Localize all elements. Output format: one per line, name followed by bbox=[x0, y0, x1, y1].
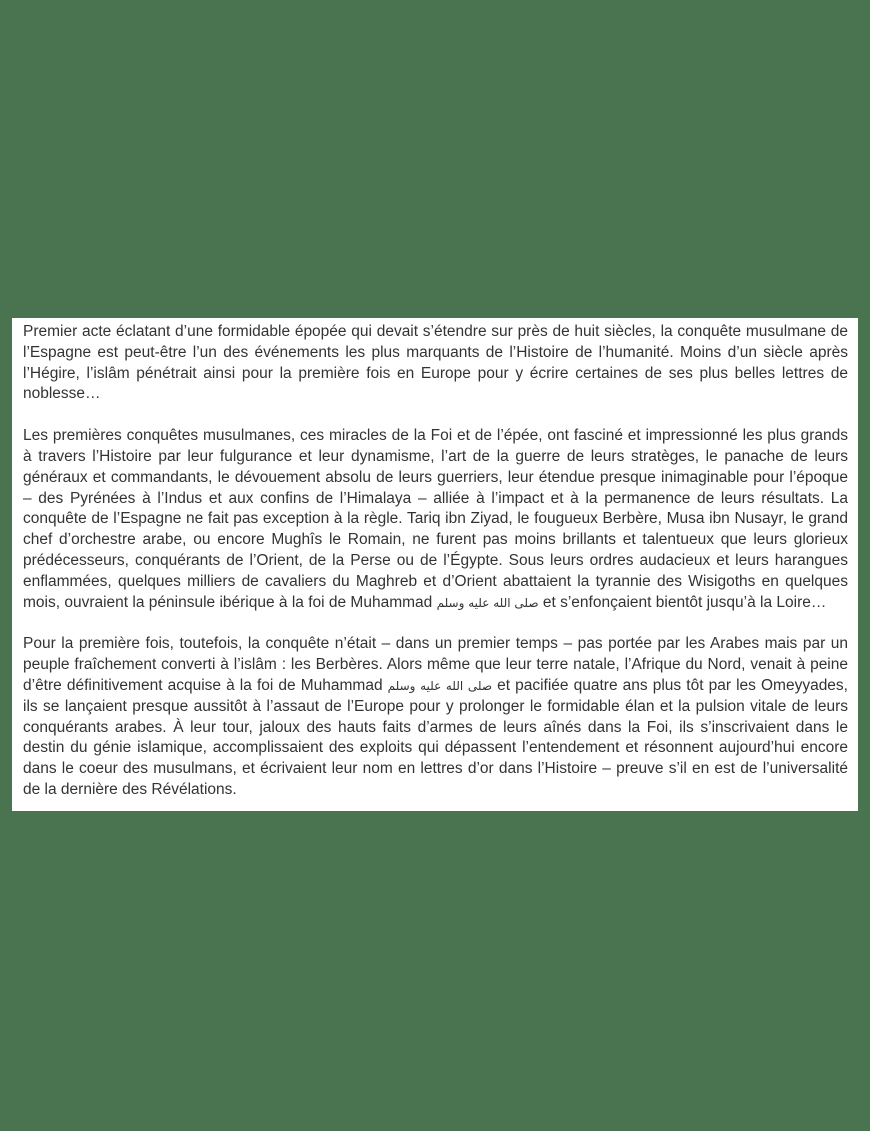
paragraph-3-text-start: Pour la première fois, toutefois, la conquête n’était – dans un premier temps – pas portée par les Arabes mais par un peuple fraîchement converti à l’islâm : les Berbères. Alors même que leur terre natale, l’Afrique du Nord, venait à peine d’être définitivement acquise à la foi de Muhammad bbox=[23, 635, 848, 694]
article-paragraph-2 bbox=[23, 426, 848, 613]
article-paragraph-1: Premier acte éclatant d’une formidable épopée qui devait s’étendre sur près de huit siècles, la conquête musulmane de l’Espagne est peut-être l’un des événements les plus marquants de l’Histoire de l’humanité. Moins d’un siècle après l’Hégire, l’islâm pénétrait ainsi pour la première fois en Europe pour y écrire certaines de ses plus belles lettres de noblesse… bbox=[23, 323, 848, 403]
salutation-arabic: صلى الله عليه وسلم bbox=[436, 595, 539, 610]
salutation-arabic: صلى الله عليه وسلم bbox=[387, 678, 493, 693]
article-paragraph-3 bbox=[23, 634, 848, 800]
paragraph-2-text-end: et s’enfonçaient bientôt jusqu’à la Loire… bbox=[538, 593, 827, 611]
paragraph-3-text-end: et pacifiée quatre ans plus tôt par les Omeyyades, ils se lançaient presque aussitôt à l’assaut de l’Europe pour y prolonger le formidable élan et la pulsion vitale de leurs conquérants arabes. À leur tour, jaloux des hauts faits d’armes de leurs aînés dans la Foi, ils s’inscrivaient dans le destin du génie islamique, accomplissaient des exploits qui dépassent l’entendement et résonnent aujourd’hui encore dans le coeur des musulmans, et écrivaient leur nom en lettres d’or dans l’Histoire – preuve s’il en est de l’universalité de la dernière des Révélations. bbox=[23, 676, 848, 798]
paragraph-2-text-start: Les premières conquêtes musulmanes, ces miracles de la Foi et de l’épée, ont fasciné et impressionné les plus grands à travers l’Histoire par leur fulgurance et leur dynamisme, l’art de la guerre de leurs stratèges, le panache de leurs généraux et commandants, le dévouement absolu de leurs guerriers, leur étendue presque inimaginable pour l’époque – des Pyrénées à l’Indus et aux confins de l’Himalaya – alliée à l’impact et à la permanence de leurs résultats. La conquête de l’Espagne ne fait pas exception à la règle. Tariq ibn Ziyad, le fougueux Berbère, Musa ibn Nusayr, le grand chef d’orchestre arabe, ou encore Mughîs le Romain, ne furent pas moins brillants et talentueux que leurs glorieux prédécesseurs, conquérants de l’Orient, de la Perse ou de l’Égypte. Sous leurs ordres audacieux et leurs harangues enflammées, quelques milliers de cavaliers du Maghreb et d’Orient abattaient la tyrannie des Wisigoths en quelques mois, ouvraient la péninsule ibérique à la foi de Muhammad bbox=[23, 427, 848, 611]
article-card bbox=[12, 318, 858, 811]
